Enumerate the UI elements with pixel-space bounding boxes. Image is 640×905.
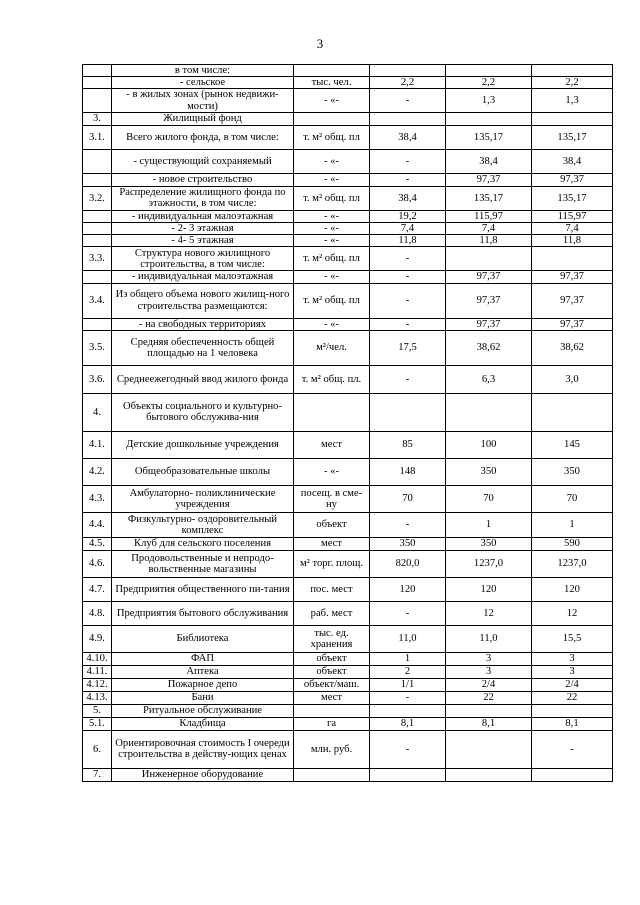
value-current: 19,2: [370, 210, 446, 222]
value-current: 85: [370, 431, 446, 458]
indicator-name: - индивидуальная малоэтажная: [112, 271, 294, 283]
table-row: [83, 601, 613, 625]
row-number: 4.11.: [83, 665, 112, 678]
row-number: 4.10.: [83, 652, 112, 665]
unit: тыс. ед. хранения: [294, 625, 370, 652]
unit: - «-: [294, 235, 370, 247]
value-estimated: 38,62: [532, 330, 613, 365]
value-estimated: [532, 112, 613, 125]
value-first-stage: 1,3: [446, 89, 532, 112]
row-number: [83, 210, 112, 222]
unit: т. м² общ. пл: [294, 186, 370, 210]
value-estimated: -: [532, 730, 613, 768]
unit: объект: [294, 665, 370, 678]
unit: пос. мест: [294, 577, 370, 601]
table-row: [83, 730, 613, 768]
row-number: 3.6.: [83, 365, 112, 393]
indicator-name: Общеобразовательные школы: [112, 458, 294, 485]
value-estimated: 1237,0: [532, 550, 613, 577]
value-first-stage: 7,4: [446, 223, 532, 235]
table-row: [83, 625, 613, 652]
indicator-name: Ритуальное обслуживание: [112, 704, 294, 717]
value-current: -: [370, 601, 446, 625]
table-row: [83, 393, 613, 431]
value-estimated: [532, 393, 613, 431]
indicator-name: - в жилых зонах (рынок недвижи-мости): [112, 89, 294, 112]
table-row: [83, 678, 613, 691]
table-row: [83, 318, 613, 330]
value-estimated: 590: [532, 537, 613, 550]
indicator-name: Распределение жилищного фонда по этажности, в том числе:: [112, 186, 294, 210]
value-first-stage: 350: [446, 537, 532, 550]
indicator-name: Жилищный фонд: [112, 112, 294, 125]
value-estimated: 350: [532, 458, 613, 485]
value-estimated: [532, 65, 613, 77]
value-first-stage: 11,8: [446, 235, 532, 247]
value-estimated: 3: [532, 652, 613, 665]
value-first-stage: 22: [446, 691, 532, 704]
value-current: 8,1: [370, 717, 446, 730]
table-row: [83, 77, 613, 89]
indicator-name: Амбулаторно- поликлинические учреждения: [112, 485, 294, 512]
table-row: [83, 577, 613, 601]
row-number: 4.1.: [83, 431, 112, 458]
value-first-stage: 38,4: [446, 149, 532, 173]
value-estimated: 1,3: [532, 89, 613, 112]
unit: т. м² общ. пл: [294, 125, 370, 149]
indicator-name: - сельское: [112, 77, 294, 89]
value-estimated: 97,37: [532, 283, 613, 318]
indicator-name: Аптека: [112, 665, 294, 678]
table-row: [83, 125, 613, 149]
value-current: -: [370, 318, 446, 330]
value-current: -: [370, 271, 446, 283]
row-number: [83, 271, 112, 283]
table-row: [83, 112, 613, 125]
indicator-name: Среднеежегодный ввод жилого фонда: [112, 365, 294, 393]
row-number: 3.: [83, 112, 112, 125]
unit: посещ. в сме-ну: [294, 485, 370, 512]
value-estimated: [532, 247, 613, 271]
value-first-stage: 97,37: [446, 173, 532, 186]
value-estimated: [532, 768, 613, 781]
table-row: [83, 458, 613, 485]
indicator-name: - 4- 5 этажная: [112, 235, 294, 247]
table-row: [83, 186, 613, 210]
unit: объект: [294, 652, 370, 665]
value-first-stage: 135,17: [446, 125, 532, 149]
indicator-name: Детские дошкольные учреждения: [112, 431, 294, 458]
value-current: -: [370, 283, 446, 318]
value-first-stage: [446, 704, 532, 717]
unit: [294, 112, 370, 125]
indicator-name: - 2- 3 этажная: [112, 223, 294, 235]
unit: - «-: [294, 210, 370, 222]
value-first-stage: 350: [446, 458, 532, 485]
value-current: 17,5: [370, 330, 446, 365]
value-current: [370, 65, 446, 77]
row-number: 4.3.: [83, 485, 112, 512]
indicator-name: Продовольственные и непродо-вольственные магазины: [112, 550, 294, 577]
value-first-stage: 3: [446, 665, 532, 678]
indicator-name: Клуб для сельского поселения: [112, 537, 294, 550]
value-estimated: 97,37: [532, 173, 613, 186]
indicators-table: [82, 64, 613, 782]
table-row: [83, 485, 613, 512]
unit: [294, 704, 370, 717]
page-number: 3: [316, 36, 324, 51]
row-number: [83, 149, 112, 173]
row-number: 4.7.: [83, 577, 112, 601]
unit: - «-: [294, 89, 370, 112]
unit: тыс. чел.: [294, 77, 370, 89]
value-estimated: 135,17: [532, 186, 613, 210]
value-first-stage: [446, 247, 532, 271]
value-current: -: [370, 247, 446, 271]
value-estimated: 97,37: [532, 318, 613, 330]
value-estimated: 1: [532, 512, 613, 537]
unit: - «-: [294, 318, 370, 330]
table-row: [83, 550, 613, 577]
table-row: [83, 665, 613, 678]
row-number: 4.2.: [83, 458, 112, 485]
table-row: [83, 768, 613, 781]
value-current: 11,0: [370, 625, 446, 652]
value-estimated: 115,97: [532, 210, 613, 222]
row-number: [83, 77, 112, 89]
value-first-stage: 2/4: [446, 678, 532, 691]
value-first-stage: 1237,0: [446, 550, 532, 577]
value-current: [370, 112, 446, 125]
indicator-name: Средняя обеспеченность общей площадью на 1 человека: [112, 330, 294, 365]
value-first-stage: [446, 112, 532, 125]
unit: - «-: [294, 149, 370, 173]
value-first-stage: 100: [446, 431, 532, 458]
value-current: 350: [370, 537, 446, 550]
value-current: 11,8: [370, 235, 446, 247]
value-estimated: [532, 704, 613, 717]
value-current: [370, 704, 446, 717]
value-current: 2: [370, 665, 446, 678]
value-first-stage: 1: [446, 512, 532, 537]
table-row: [83, 173, 613, 186]
value-current: 820,0: [370, 550, 446, 577]
row-number: 7.: [83, 768, 112, 781]
table-row: [83, 652, 613, 665]
indicator-name: - на свободных территориях: [112, 318, 294, 330]
row-number: 4.5.: [83, 537, 112, 550]
indicator-name: Пожарное депо: [112, 678, 294, 691]
table-row: [83, 431, 613, 458]
unit: объект: [294, 512, 370, 537]
unit: - «-: [294, 458, 370, 485]
row-number: [83, 318, 112, 330]
table-row: [83, 365, 613, 393]
value-first-stage: 2,2: [446, 77, 532, 89]
table-row: [83, 223, 613, 235]
value-estimated: 15,5: [532, 625, 613, 652]
value-first-stage: 3: [446, 652, 532, 665]
value-estimated: 2/4: [532, 678, 613, 691]
indicator-name: - индивидуальная малоэтажная: [112, 210, 294, 222]
row-number: [83, 65, 112, 77]
indicator-name: Ориентировочная стоимость I очереди строительства в действу-ющих ценах: [112, 730, 294, 768]
value-estimated: 135,17: [532, 125, 613, 149]
value-estimated: 120: [532, 577, 613, 601]
value-first-stage: 70: [446, 485, 532, 512]
indicator-name: Бани: [112, 691, 294, 704]
unit: раб. мест: [294, 601, 370, 625]
indicator-name: Из общего объема нового жилищ-ного строительства размещаются:: [112, 283, 294, 318]
row-number: 4.: [83, 393, 112, 431]
value-estimated: 97,37: [532, 271, 613, 283]
unit: т. м² общ. пл: [294, 283, 370, 318]
unit: млн. руб.: [294, 730, 370, 768]
unit: - «-: [294, 271, 370, 283]
indicator-name: - новое строительство: [112, 173, 294, 186]
row-number: 6.: [83, 730, 112, 768]
indicator-name: Физкультурно- оздоровительный комплекс: [112, 512, 294, 537]
value-first-stage: [446, 65, 532, 77]
value-first-stage: 38,62: [446, 330, 532, 365]
unit: мест: [294, 691, 370, 704]
value-estimated: 3: [532, 665, 613, 678]
value-current: 70: [370, 485, 446, 512]
table-row: [83, 89, 613, 112]
table-row: [83, 210, 613, 222]
unit: м²/чел.: [294, 330, 370, 365]
unit: [294, 393, 370, 431]
value-first-stage: 97,37: [446, 271, 532, 283]
table-row: [83, 691, 613, 704]
row-number: 4.8.: [83, 601, 112, 625]
indicator-name: - существующий сохраняемый: [112, 149, 294, 173]
value-current: -: [370, 512, 446, 537]
row-number: 4.9.: [83, 625, 112, 652]
value-current: 1/1: [370, 678, 446, 691]
unit: мест: [294, 537, 370, 550]
indicator-name: Предприятия общественного пи-тания: [112, 577, 294, 601]
value-current: -: [370, 365, 446, 393]
table-row: [83, 717, 613, 730]
table-row: [83, 271, 613, 283]
value-estimated: 7,4: [532, 223, 613, 235]
value-first-stage: 115,97: [446, 210, 532, 222]
value-first-stage: [446, 393, 532, 431]
indicator-name: ФАП: [112, 652, 294, 665]
value-current: -: [370, 691, 446, 704]
row-number: 4.6.: [83, 550, 112, 577]
unit: - «-: [294, 173, 370, 186]
value-current: [370, 768, 446, 781]
value-estimated: 38,4: [532, 149, 613, 173]
unit: га: [294, 717, 370, 730]
unit: - «-: [294, 223, 370, 235]
row-number: 4.13.: [83, 691, 112, 704]
value-estimated: 8,1: [532, 717, 613, 730]
value-current: -: [370, 730, 446, 768]
table-row: [83, 512, 613, 537]
indicator-name: Кладбища: [112, 717, 294, 730]
row-number: 3.2.: [83, 186, 112, 210]
value-first-stage: 135,17: [446, 186, 532, 210]
indicator-name: Предприятия бытового обслуживания: [112, 601, 294, 625]
table-row: [83, 537, 613, 550]
value-current: 1: [370, 652, 446, 665]
value-estimated: 22: [532, 691, 613, 704]
unit: т. м² общ. пл.: [294, 365, 370, 393]
value-estimated: 70: [532, 485, 613, 512]
indicator-name: Инженерное оборудование: [112, 768, 294, 781]
unit: объект/маш.: [294, 678, 370, 691]
value-first-stage: 97,37: [446, 283, 532, 318]
row-number: [83, 235, 112, 247]
value-current: 38,4: [370, 186, 446, 210]
value-current: [370, 393, 446, 431]
value-current: -: [370, 149, 446, 173]
row-number: 3.3.: [83, 247, 112, 271]
value-first-stage: 11,0: [446, 625, 532, 652]
value-current: 148: [370, 458, 446, 485]
table-row: [83, 704, 613, 717]
row-number: [83, 223, 112, 235]
value-first-stage: 12: [446, 601, 532, 625]
value-current: 38,4: [370, 125, 446, 149]
table-row: [83, 65, 613, 77]
indicator-name: Всего жилого фонда, в том числе:: [112, 125, 294, 149]
row-number: 3.5.: [83, 330, 112, 365]
row-number: [83, 89, 112, 112]
row-number: 4.4.: [83, 512, 112, 537]
value-current: -: [370, 89, 446, 112]
unit: [294, 65, 370, 77]
value-first-stage: 97,37: [446, 318, 532, 330]
unit: [294, 768, 370, 781]
value-estimated: 3,0: [532, 365, 613, 393]
table-row: [83, 330, 613, 365]
unit: м² торг. площ.: [294, 550, 370, 577]
value-estimated: 11,8: [532, 235, 613, 247]
value-first-stage: [446, 730, 532, 768]
table-row: [83, 247, 613, 271]
table-row: [83, 149, 613, 173]
unit: мест: [294, 431, 370, 458]
value-first-stage: 8,1: [446, 717, 532, 730]
row-number: 5.: [83, 704, 112, 717]
value-estimated: 12: [532, 601, 613, 625]
row-number: 5.1.: [83, 717, 112, 730]
value-first-stage: [446, 768, 532, 781]
value-current: -: [370, 173, 446, 186]
value-first-stage: 120: [446, 577, 532, 601]
row-number: 3.1.: [83, 125, 112, 149]
row-number: 4.12.: [83, 678, 112, 691]
table-row: [83, 235, 613, 247]
value-current: 120: [370, 577, 446, 601]
indicator-name: Структура нового жилищного строительства, в том числе:: [112, 247, 294, 271]
value-estimated: 145: [532, 431, 613, 458]
table-row: [83, 283, 613, 318]
value-current: 2,2: [370, 77, 446, 89]
unit: т. м² общ. пл: [294, 247, 370, 271]
row-number: 3.4.: [83, 283, 112, 318]
row-number: [83, 173, 112, 186]
indicator-name: Объекты социального и культурно- бытового обслужива-ния: [112, 393, 294, 431]
value-first-stage: 6,3: [446, 365, 532, 393]
indicator-name: в том числе:: [112, 65, 294, 77]
value-current: 7,4: [370, 223, 446, 235]
value-estimated: 2,2: [532, 77, 613, 89]
indicator-name: Библиотека: [112, 625, 294, 652]
